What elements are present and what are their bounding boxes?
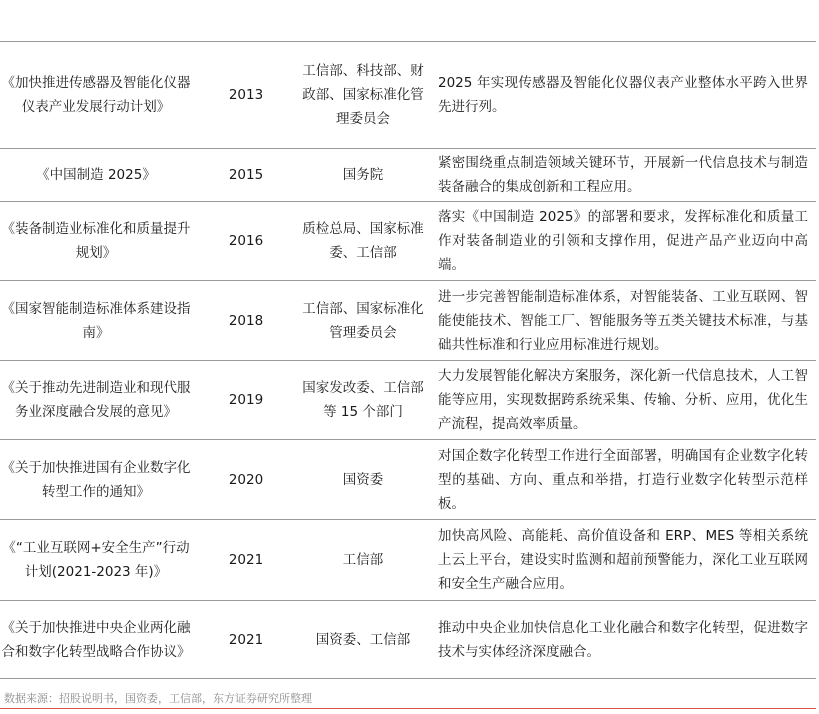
policy-description: 推动中央企业加快信息化工业化融合和数字化转型，促进数字技术与实体经济深度融合。: [438, 619, 808, 660]
policy-name: 《国家智能制造标准体系建设指南》: [1, 300, 191, 341]
issuing-department: 国资委、工信部: [315, 631, 411, 648]
issuing-department: 工信部、国家标准化管理委员会: [302, 300, 424, 341]
policy-year: 2021: [228, 552, 264, 568]
policy-name: 《关于推动先进制造业和现代服务业深度融合发展的意见》: [1, 380, 191, 420]
table-row: [0, 281, 816, 361]
table-row: [0, 440, 816, 520]
policy-name: 《关于加快推进中央企业两化融合和数字化转型战略合作协议》: [1, 619, 191, 660]
policy-description: 加快高风险、高能耗、高价值设备和 ERP、MES 等相关系统上云上平台，建设实时监测和超前预警能力，深化工业互联网和安全生产融合应用。: [438, 528, 808, 592]
issuing-department: 国务院: [342, 167, 384, 183]
policy-name: 《“工业互联网+安全生产”行动计划(2021-2023 年)》: [2, 540, 190, 580]
policy-table: [0, 41, 816, 679]
policy-year: 2019: [228, 392, 264, 408]
policy-name: 《中国制造 2025》: [36, 167, 156, 183]
policy-year: 2016: [228, 233, 264, 249]
table-row: [0, 42, 816, 149]
policy-year: 2018: [228, 312, 264, 329]
policy-description: 落实《中国制造 2025》的部署和要求，发挥标准化和质量工作对装备制造业的引领和支撑作用，促进产品产业迈向中高端。: [438, 209, 808, 273]
policy-year: 2020: [228, 471, 264, 488]
policy-name: 《装备制造业标准化和质量提升规划》: [1, 221, 191, 261]
policy-description: 进一步完善智能制造标准体系，对智能装备、工业互联网、智能使能技术、智能工厂、智能服务等五类关键技术标准，与基础共性标准和行业应用标准进行规划。: [438, 288, 808, 353]
table-row: [0, 149, 816, 202]
footer-accent-rule: [0, 708, 816, 709]
issuing-department: 工信部: [342, 552, 384, 568]
policy-year: 2021: [228, 631, 264, 648]
policy-year: 2015: [228, 167, 264, 183]
policy-description: 大力发展智能化解决方案服务，深化新一代信息技术，人工智能等应用，实现数据跨系统采集、传输、分析、应用，优化生产流程，提高效率质量。: [438, 368, 808, 432]
table-row: [0, 520, 816, 601]
issuing-department: 质检总局、国家标准委、工信部: [302, 221, 424, 261]
policy-description: 2025 年实现传感器及智能化仪器仪表产业整体水平跨入世界先进行列。: [438, 75, 808, 115]
policy-description: 对国企数字化转型工作进行全面部署，明确国有企业数字化转型的基础、方向、重点和举措，打造行业数字化转型示范样板。: [438, 447, 808, 512]
policy-name: 《关于加快推进国有企业数字化转型工作的通知》: [1, 459, 191, 500]
table-row: [0, 361, 816, 440]
policy-description: 紧密围绕重点制造领域关键环节，开展新一代信息技术与制造装备融合的集成创新和工程应用。: [438, 155, 808, 195]
data-source-note: 数据来源：招股说明书，国资委，工信部，东方证券研究所整理: [4, 692, 312, 705]
issuing-department: 国家发改委、工信部等 15 个部门: [302, 380, 424, 420]
policy-year: 2013: [228, 87, 264, 103]
table-row: [0, 601, 816, 679]
issuing-department: 工信部、科技部、财政部、国家标准化管理委员会: [302, 63, 424, 127]
policy-name: 《加快推进传感器及智能化仪器仪表产业发展行动计划》: [1, 75, 191, 115]
issuing-department: 国资委: [342, 471, 384, 488]
table-row: [0, 202, 816, 281]
